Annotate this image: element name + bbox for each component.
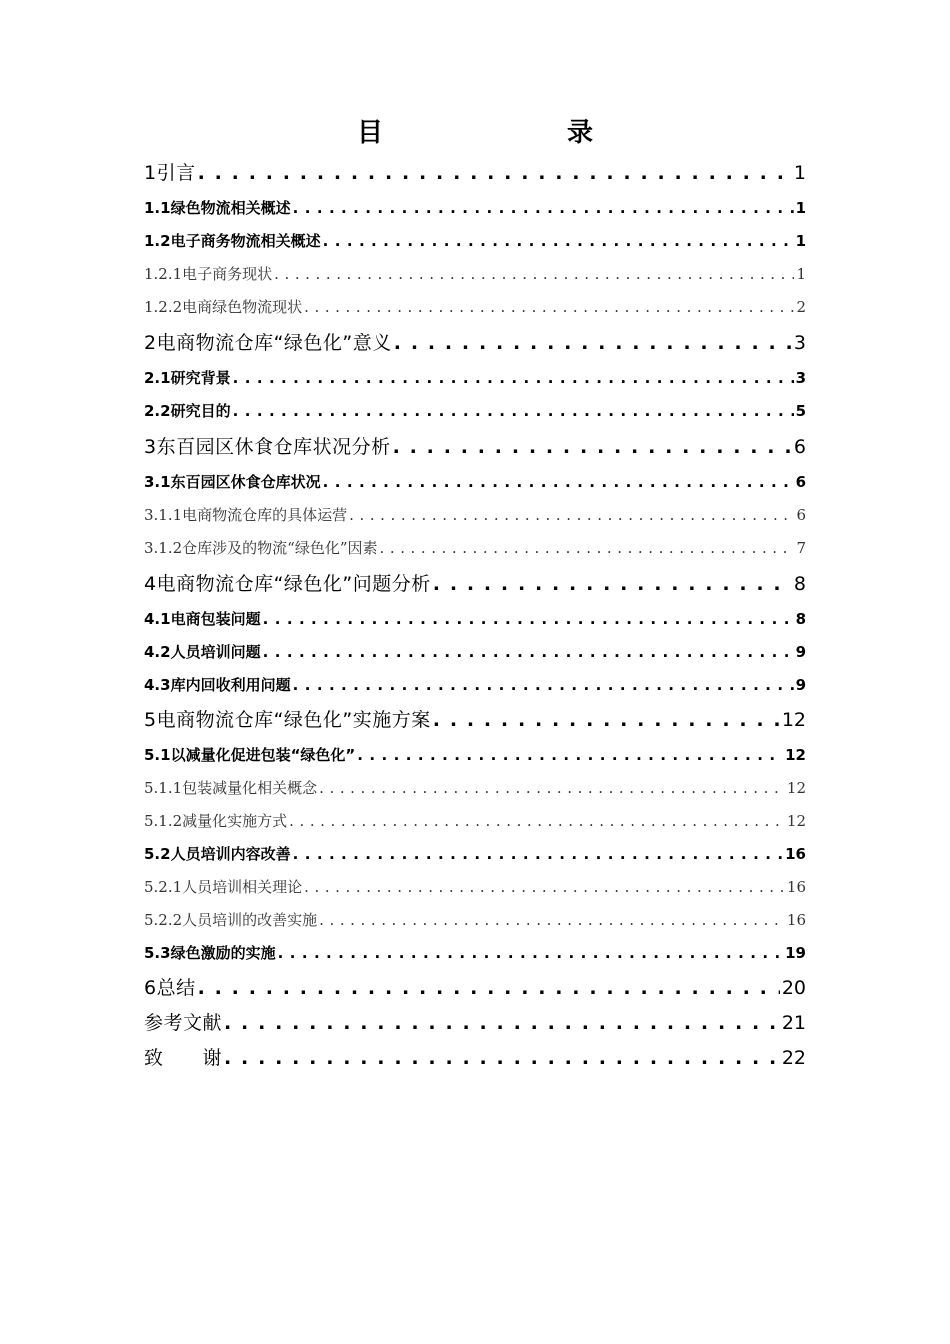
toc-entry[interactable]	[144, 639, 806, 665]
toc-page-number: 9	[795, 676, 806, 694]
toc-entry-label: 2电商物流仓库“绿色化”意义	[144, 332, 392, 354]
toc-dot-leader	[323, 469, 794, 495]
toc-entry[interactable]	[144, 535, 806, 561]
toc-entry-label: 5.1.2减量化实施方式	[144, 812, 288, 830]
toc-page-number: 7	[796, 539, 806, 557]
toc-page-number: 20	[781, 977, 806, 999]
toc-dot-leader	[224, 1008, 780, 1038]
toc-entry[interactable]	[144, 158, 806, 188]
toc-entry-label: 5.2.1人员培训相关理论	[144, 878, 303, 896]
toc-entry[interactable]	[144, 261, 806, 287]
toc-dot-leader	[349, 502, 794, 528]
toc-dot-leader	[323, 228, 794, 254]
toc-entry[interactable]	[144, 1008, 806, 1038]
toc-entry-label: 致 谢	[144, 1047, 223, 1069]
toc-dot-leader	[263, 606, 794, 632]
toc-dot-leader	[293, 195, 794, 221]
toc-entry[interactable]	[144, 874, 806, 900]
toc-entry-label: 5.2.2人员培训的改善实施	[144, 911, 318, 929]
toc-entry[interactable]	[144, 569, 806, 599]
toc-entry-label: 5电商物流仓库“绿色化”实施方案	[144, 709, 431, 731]
toc-entry-label: 5.1以减量化促进包装“绿色化”	[144, 746, 356, 764]
toc-page-number: 6	[795, 473, 806, 491]
toc-dot-leader	[393, 432, 792, 462]
toc-entry[interactable]	[144, 502, 806, 528]
toc-dot-leader	[304, 294, 794, 320]
toc-entry-label: 参考文献	[144, 1012, 223, 1034]
toc-entry-label: 1.1绿色物流相关概述	[144, 199, 291, 217]
toc-entry-label: 1.2电子商务物流相关概述	[144, 232, 321, 250]
toc-entry[interactable]	[144, 469, 806, 495]
toc-entry-label: 1引言	[144, 162, 196, 184]
toc-entry[interactable]	[144, 705, 806, 735]
toc-page-number: 3	[793, 332, 806, 354]
toc-page-number: 9	[795, 643, 806, 661]
toc-entry[interactable]	[144, 808, 806, 834]
toc-entry[interactable]	[144, 672, 806, 698]
toc-dot-leader	[319, 775, 785, 801]
toc-entry-label: 4.1电商包装问题	[144, 610, 261, 628]
toc-page-number: 16	[786, 878, 806, 896]
toc-dot-leader	[433, 705, 780, 735]
toc-entry[interactable]	[144, 328, 806, 358]
toc-page-number: 1	[795, 232, 806, 250]
toc-entry-label: 2.2研究目的	[144, 402, 231, 420]
toc-dot-leader	[433, 569, 792, 599]
toc-entry-label: 4.3库内回收利用问题	[144, 676, 291, 694]
toc-entry-label: 2.1研究背景	[144, 369, 231, 387]
toc-dot-leader	[233, 365, 794, 391]
toc-entry-label: 1.2.2电商绿色物流现状	[144, 298, 303, 316]
toc-dot-leader	[289, 808, 785, 834]
toc-dot-leader	[394, 328, 792, 358]
toc-dot-leader	[357, 742, 783, 768]
toc-entry[interactable]	[144, 365, 806, 391]
toc-dot-leader	[198, 158, 792, 188]
toc-dot-leader	[263, 639, 794, 665]
toc-page-number: 12	[786, 779, 806, 797]
toc-page-number: 16	[786, 911, 806, 929]
toc-dot-leader	[198, 973, 780, 1003]
toc-entry[interactable]	[144, 907, 806, 933]
toc-entry-label: 5.1.1包装减量化相关概念	[144, 779, 318, 797]
toc-page-number: 8	[793, 573, 806, 595]
toc-entry-label: 4电商物流仓库“绿色化”问题分析	[144, 573, 431, 595]
toc-page-number: 12	[785, 746, 806, 764]
toc-dot-leader	[304, 874, 785, 900]
toc-dot-leader	[293, 841, 784, 867]
toc-entry[interactable]	[144, 775, 806, 801]
toc-dot-leader	[224, 1043, 780, 1073]
toc-entry-label: 3东百园区休食仓库状况分析	[144, 436, 391, 458]
toc-dot-leader	[278, 940, 784, 966]
toc-dot-leader	[293, 672, 794, 698]
toc-page-number: 6	[793, 436, 806, 458]
toc-page-number: 16	[785, 845, 806, 863]
toc-page-number: 19	[785, 944, 806, 962]
toc-entry[interactable]	[144, 1043, 806, 1073]
toc-entry[interactable]	[144, 294, 806, 320]
toc-entry-label: 1.2.1电子商务现状	[144, 265, 273, 283]
toc-page-number: 5	[795, 402, 806, 420]
toc-dot-leader	[233, 398, 794, 424]
toc-entry-label: 6总结	[144, 977, 196, 999]
toc-entry[interactable]	[144, 195, 806, 221]
toc-entry[interactable]	[144, 940, 806, 966]
toc-page-number: 2	[796, 298, 806, 316]
toc-entry-label: 5.2人员培训内容改善	[144, 845, 291, 863]
toc-entry-label: 4.2人员培训问题	[144, 643, 261, 661]
toc-page-number: 12	[781, 709, 806, 731]
toc-entry[interactable]	[144, 973, 806, 1003]
toc-page-number: 6	[796, 506, 806, 524]
toc-entry[interactable]	[144, 606, 806, 632]
toc-dot-leader	[319, 907, 785, 933]
toc-page-number: 21	[781, 1012, 806, 1034]
toc-entry[interactable]	[144, 228, 806, 254]
toc-entry[interactable]	[144, 841, 806, 867]
toc-page-number: 8	[795, 610, 806, 628]
toc-page-number: 1	[793, 162, 806, 184]
toc-page-number: 1	[796, 265, 806, 283]
toc-entry-label: 3.1东百园区休食仓库状况	[144, 473, 321, 491]
toc-dot-leader	[274, 261, 794, 287]
toc-entry[interactable]	[144, 398, 806, 424]
toc-page-number: 12	[786, 812, 806, 830]
toc-entry-label: 5.3绿色激励的实施	[144, 944, 276, 962]
toc-page-number: 3	[795, 369, 806, 387]
toc-page-number: 1	[795, 199, 806, 217]
toc-page-number: 22	[781, 1047, 806, 1069]
toc-entry[interactable]	[144, 742, 806, 768]
toc-title: 目 录	[356, 118, 637, 148]
toc-entry-label: 3.1.1电商物流仓库的具体运营	[144, 506, 348, 524]
toc-entry-label: 3.1.2仓库涉及的物流“绿色化”因素	[144, 539, 378, 557]
toc-entry[interactable]	[144, 432, 806, 462]
toc-dot-leader	[380, 535, 795, 561]
